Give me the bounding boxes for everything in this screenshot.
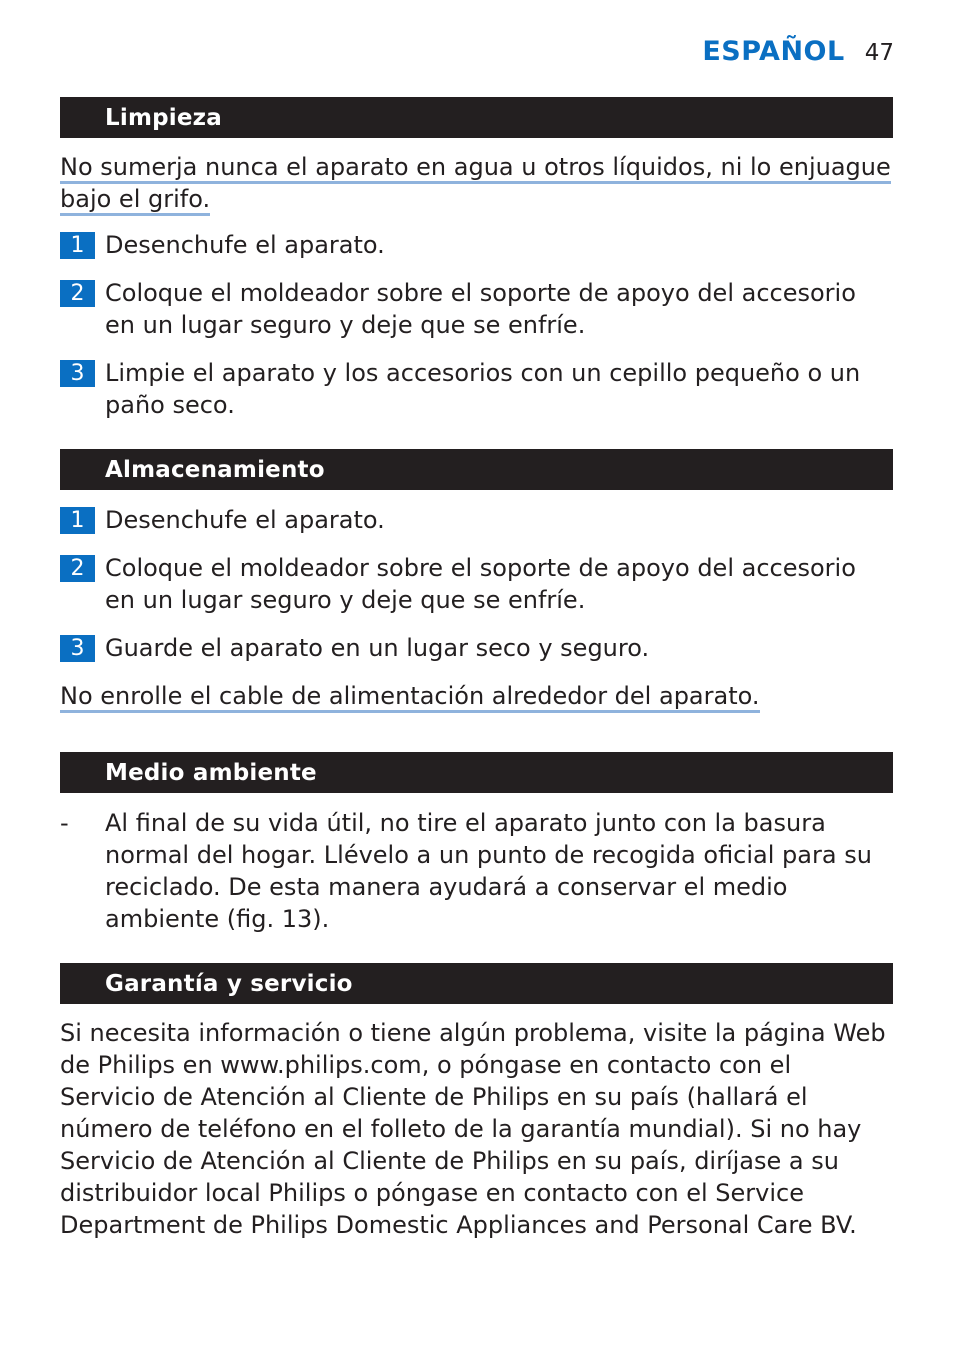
storage-warning-text: No enrolle el cable de alimentación alrededor del aparato.: [60, 682, 760, 713]
section-heading-cleaning: Limpieza: [60, 97, 893, 138]
list-item: [60, 229, 893, 261]
step-number-badge: 3: [60, 360, 95, 387]
section-heading-storage: Almacenamiento: [60, 449, 893, 490]
step-text: Limpie el aparato y los accesorios con un cepillo pequeño o un paño seco.: [105, 359, 861, 419]
cleaning-warning-text: No sumerja nunca el aparato en agua u otros líquidos, ni lo enjuague bajo el grifo.: [60, 153, 891, 216]
step-number-badge: 1: [60, 507, 95, 534]
step-text: Desenchufe el aparato.: [105, 506, 385, 534]
step-number-badge: 2: [60, 555, 95, 582]
list-item: [60, 552, 893, 616]
storage-warning: [60, 680, 893, 712]
section-heading-warranty: Garantía y servicio: [60, 963, 893, 1004]
warranty-paragraph: [60, 1017, 893, 1241]
step-text: Coloque el moldeador sobre el soporte de apoyo del accesorio en un lugar seguro y deje que se enfríe.: [105, 554, 856, 614]
step-text: Guarde el aparato en un lugar seco y seguro.: [105, 634, 650, 662]
bullet-dash: -: [60, 809, 69, 837]
list-item: [60, 357, 893, 421]
environment-bullet: [60, 807, 893, 935]
storage-steps: [60, 504, 893, 664]
warranty-text-before: Si necesita información o tiene algún problema, visite la página Web de Philips en: [60, 1019, 886, 1079]
list-item: [60, 277, 893, 341]
environment-bullet-text: Al final de su vida útil, no tire el aparato junto con la basura normal del hogar. Llévelo a un punto de recogida oficial para su reciclado. De esta manera ayudará a conservar el medio ambiente (fig. 13).: [105, 809, 872, 933]
cleaning-warning: [60, 151, 893, 215]
page-content: [60, 97, 893, 1241]
step-number-badge: 3: [60, 635, 95, 662]
philips-website-link[interactable]: www.philips.com: [220, 1051, 422, 1079]
step-number-badge: 1: [60, 232, 95, 259]
section-heading-environment: Medio ambiente: [60, 752, 893, 793]
list-item: [60, 504, 893, 536]
step-text: Desenchufe el aparato.: [105, 231, 385, 259]
warranty-text-after: , o póngase en contacto con el Servicio de Atención al Cliente de Philips en su país (hallará el número de teléfono en el folleto de la garantía mundial). Si no hay Servicio de Atención al Cliente de Philips en su país, diríjase a su distribuidor local Philips o póngase en contacto con el Service Department de Philips Domestic Appliances and Personal Care BV.: [60, 1051, 862, 1239]
cleaning-steps: [60, 229, 893, 421]
step-text: Coloque el moldeador sobre el soporte de apoyo del accesorio en un lugar seguro y deje que se enfríe.: [105, 279, 856, 339]
language-label: ESPAÑOL: [702, 36, 845, 67]
page-number: 47: [864, 40, 894, 66]
list-item: [60, 632, 893, 664]
page-header: [702, 36, 894, 67]
step-number-badge: 2: [60, 280, 95, 307]
